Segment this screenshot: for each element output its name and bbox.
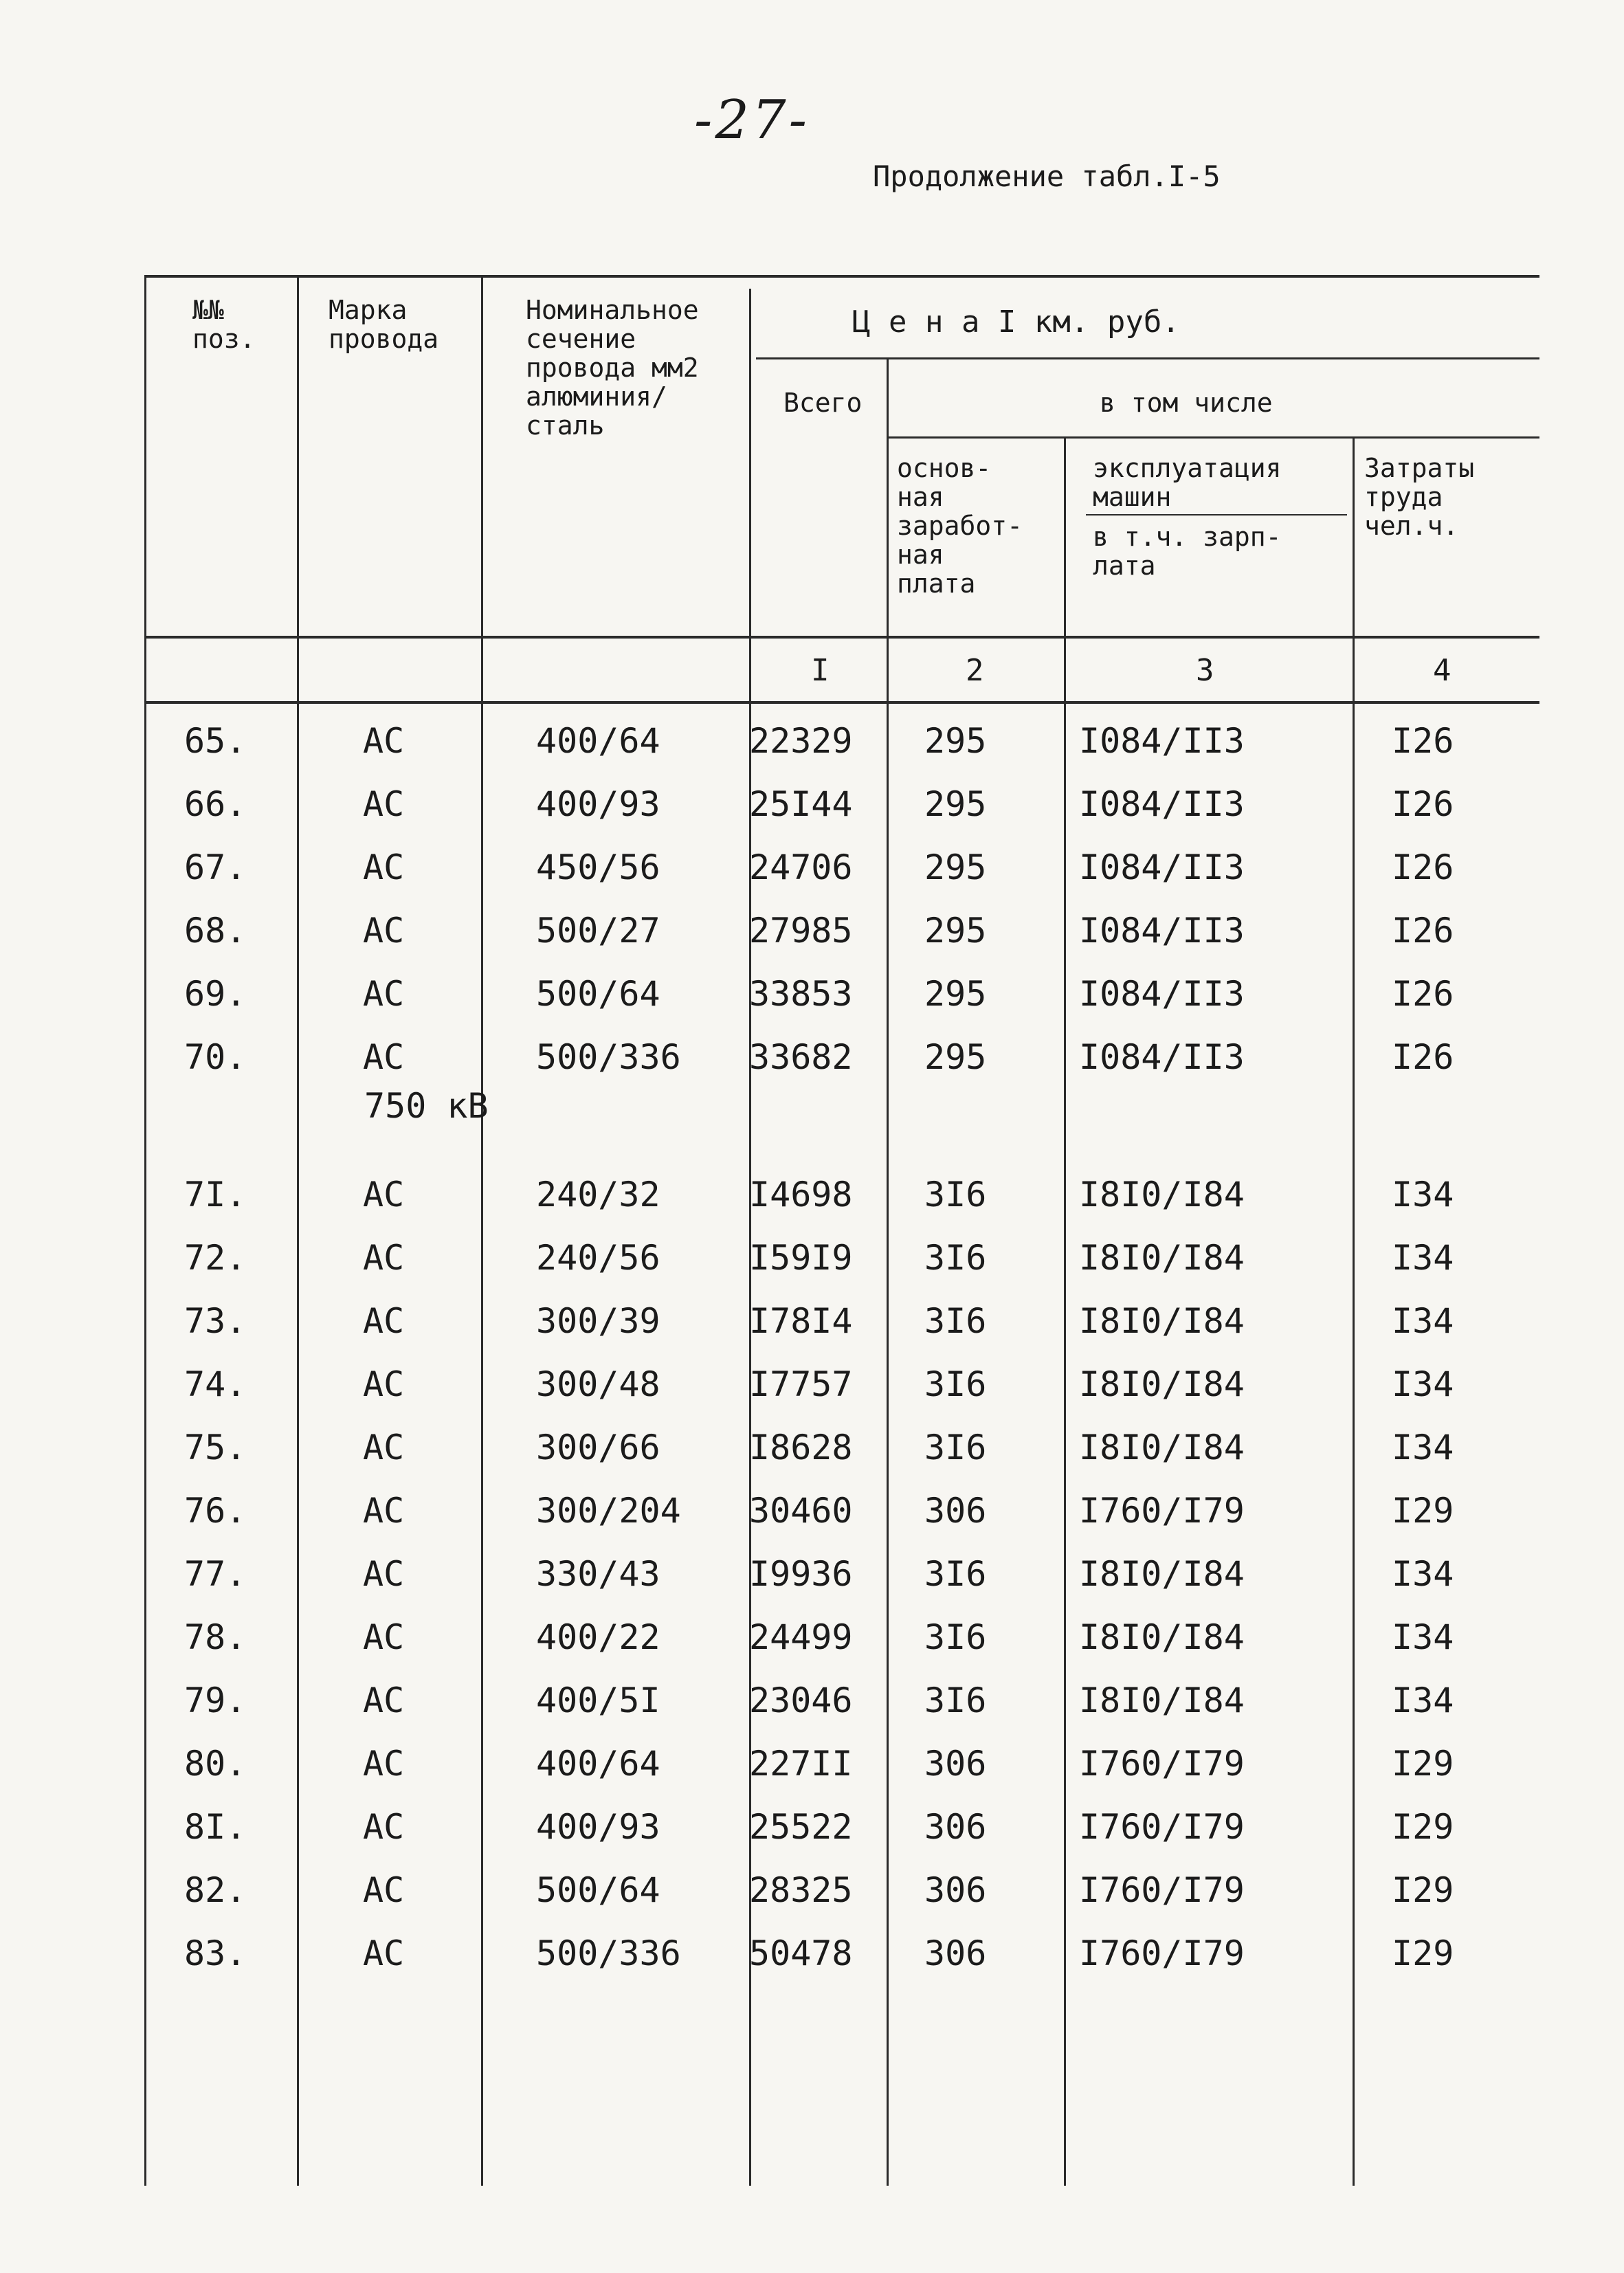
header-machines-wage: в т.ч. зарп- лата — [1093, 522, 1282, 581]
wage-cell: 3I6 — [924, 1617, 987, 1657]
machines-cell: I760/I79 — [1079, 1807, 1245, 1847]
machines-cell: I8I0/I84 — [1079, 1364, 1245, 1404]
column-number: 2 — [966, 653, 984, 688]
column-number: 3 — [1196, 653, 1214, 688]
total-cell: 24499 — [749, 1617, 853, 1657]
pos-cell: 65. — [184, 721, 247, 761]
section-cell: 400/93 — [536, 784, 660, 824]
price-divider — [756, 357, 1539, 359]
wage-cell: 3I6 — [924, 1301, 987, 1341]
wage-cell: 3I6 — [924, 1554, 987, 1594]
brand-cell: АС — [363, 847, 405, 887]
machines-cell: I760/I79 — [1079, 1933, 1245, 1973]
total-cell: I9936 — [749, 1554, 853, 1594]
labor-cell: I34 — [1392, 1175, 1454, 1215]
pos-cell: 82. — [184, 1870, 247, 1910]
labor-cell: I26 — [1392, 847, 1454, 887]
table-row — [0, 1871, 1624, 1909]
section-cell: 450/56 — [536, 847, 660, 887]
header-including: в том числе — [1100, 388, 1273, 418]
pos-cell: 80. — [184, 1744, 247, 1784]
machines-cell: I084/II3 — [1079, 911, 1245, 951]
column-number: I — [811, 653, 830, 688]
machines-cell: I8I0/I84 — [1079, 1554, 1245, 1594]
total-cell: I4698 — [749, 1175, 853, 1215]
machines-cell: I084/II3 — [1079, 721, 1245, 761]
machines-cell: I8I0/I84 — [1079, 1301, 1245, 1341]
section-cell: 500/336 — [536, 1037, 681, 1077]
pos-cell: 72. — [184, 1238, 247, 1278]
total-cell: 30460 — [749, 1491, 853, 1531]
total-cell: I7757 — [749, 1364, 853, 1404]
section-cell: 330/43 — [536, 1554, 660, 1594]
labor-cell: I26 — [1392, 974, 1454, 1014]
wage-cell: 306 — [924, 1933, 987, 1973]
table-row — [0, 1428, 1624, 1467]
section-cell: 400/64 — [536, 1744, 660, 1784]
table-row — [0, 1555, 1624, 1593]
brand-cell: АС — [363, 1933, 405, 1973]
brand-cell: АС — [363, 784, 405, 824]
brand-cell: АС — [363, 1554, 405, 1594]
table-row — [0, 1175, 1624, 1214]
section-cell: 300/204 — [536, 1491, 681, 1531]
section-cell: 400/5I — [536, 1681, 660, 1720]
pos-cell: 73. — [184, 1301, 247, 1341]
machines-cell: I8I0/I84 — [1079, 1428, 1245, 1467]
labor-cell: I29 — [1392, 1933, 1454, 1973]
brand-cell: АС — [363, 1617, 405, 1657]
labor-cell: I26 — [1392, 1037, 1454, 1077]
brand-cell: АС — [363, 1037, 405, 1077]
pos-cell: 8I. — [184, 1807, 247, 1847]
total-cell: 27985 — [749, 911, 853, 951]
wage-cell: 3I6 — [924, 1364, 987, 1404]
wage-cell: 3I6 — [924, 1681, 987, 1720]
total-cell: 33682 — [749, 1037, 853, 1077]
wage-cell: 295 — [924, 974, 987, 1014]
machines-cell: I084/II3 — [1079, 784, 1245, 824]
brand-cell: АС — [363, 1175, 405, 1215]
table-row — [0, 1618, 1624, 1656]
wage-cell: 295 — [924, 784, 987, 824]
wage-cell: 306 — [924, 1870, 987, 1910]
header-labor: Затраты труда чел.ч. — [1364, 453, 1475, 541]
brand-cell: АС — [363, 1491, 405, 1531]
brand-cell: АС — [363, 721, 405, 761]
brand-cell: АС — [363, 911, 405, 951]
labor-cell: I29 — [1392, 1491, 1454, 1531]
voltage-group-label: 750 кВ — [364, 1086, 489, 1126]
total-cell: 25522 — [749, 1807, 853, 1847]
machines-divider — [1086, 514, 1347, 515]
labor-cell: I34 — [1392, 1681, 1454, 1720]
section-cell: 300/48 — [536, 1364, 660, 1404]
brand-cell: АС — [363, 1238, 405, 1278]
pos-cell: 69. — [184, 974, 247, 1014]
brand-cell: АС — [363, 1681, 405, 1720]
header-pos: №№ поз. — [192, 295, 256, 354]
labor-cell: I34 — [1392, 1364, 1454, 1404]
total-cell: 50478 — [749, 1933, 853, 1973]
labor-cell: I26 — [1392, 784, 1454, 824]
labor-cell: I26 — [1392, 721, 1454, 761]
machines-cell: I760/I79 — [1079, 1491, 1245, 1531]
machines-cell: I8I0/I84 — [1079, 1175, 1245, 1215]
section-cell: 500/64 — [536, 1870, 660, 1910]
pos-cell: 78. — [184, 1617, 247, 1657]
labor-cell: I34 — [1392, 1428, 1454, 1467]
total-cell: I59I9 — [749, 1238, 853, 1278]
table-row — [0, 1681, 1624, 1720]
section-cell: 400/22 — [536, 1617, 660, 1657]
section-cell: 500/27 — [536, 911, 660, 951]
brand-cell: АС — [363, 1428, 405, 1467]
table-row — [0, 848, 1624, 887]
table-row — [0, 1302, 1624, 1340]
pos-cell: 75. — [184, 1428, 247, 1467]
section-cell: 400/64 — [536, 721, 660, 761]
pos-cell: 66. — [184, 784, 247, 824]
total-cell: I78I4 — [749, 1301, 853, 1341]
labor-cell: I29 — [1392, 1807, 1454, 1847]
wage-cell: 295 — [924, 911, 987, 951]
labor-cell: I34 — [1392, 1238, 1454, 1278]
section-cell: 300/39 — [536, 1301, 660, 1341]
machines-cell: I084/II3 — [1079, 974, 1245, 1014]
labor-cell: I34 — [1392, 1554, 1454, 1594]
wage-cell: 306 — [924, 1491, 987, 1531]
header-total: Всего — [783, 388, 863, 418]
table-row — [0, 785, 1624, 823]
column-number: 4 — [1433, 653, 1451, 688]
wage-cell: 306 — [924, 1744, 987, 1784]
machines-cell: I8I0/I84 — [1079, 1617, 1245, 1657]
table-row — [0, 1365, 1624, 1404]
wage-cell: 3I6 — [924, 1428, 987, 1467]
table-row — [0, 1808, 1624, 1846]
total-cell: 22329 — [749, 721, 853, 761]
pos-cell: 67. — [184, 847, 247, 887]
colnum-bottom-line — [144, 701, 1539, 704]
pos-cell: 77. — [184, 1554, 247, 1594]
section-cell: 240/32 — [536, 1175, 660, 1215]
total-cell: 24706 — [749, 847, 853, 887]
table-continuation-title: Продолжение табл.I-5 — [873, 159, 1221, 193]
header-price: Ц е н а I км. руб. — [852, 304, 1180, 340]
total-cell: I8628 — [749, 1428, 853, 1467]
table-row — [0, 722, 1624, 760]
wage-cell: 295 — [924, 721, 987, 761]
labor-cell: I29 — [1392, 1870, 1454, 1910]
brand-cell: АС — [363, 1744, 405, 1784]
header-bottom-line — [144, 636, 1539, 639]
brand-cell: АС — [363, 974, 405, 1014]
page-number: -27- — [694, 89, 810, 151]
labor-cell: I29 — [1392, 1744, 1454, 1784]
pos-cell: 79. — [184, 1681, 247, 1720]
header-brand: Марка провода — [329, 295, 439, 354]
section-cell: 500/64 — [536, 974, 660, 1014]
top-border — [144, 275, 1539, 278]
table-row — [0, 1744, 1624, 1783]
pos-cell: 83. — [184, 1933, 247, 1973]
total-cell: 28325 — [749, 1870, 853, 1910]
total-cell: 25I44 — [749, 784, 853, 824]
table-row — [0, 1934, 1624, 1973]
total-cell: 23046 — [749, 1681, 853, 1720]
section-cell: 240/56 — [536, 1238, 660, 1278]
total-cell: 227II — [749, 1744, 853, 1784]
labor-cell: I34 — [1392, 1617, 1454, 1657]
machines-cell: I084/II3 — [1079, 847, 1245, 887]
table-row — [0, 911, 1624, 950]
table-row — [0, 1492, 1624, 1530]
machines-cell: I8I0/I84 — [1079, 1238, 1245, 1278]
pos-cell: 68. — [184, 911, 247, 951]
machines-cell: I8I0/I84 — [1079, 1681, 1245, 1720]
table-row — [0, 1239, 1624, 1277]
header-section: Номинальное сечение провода мм2 алюминия/ сталь — [526, 295, 699, 441]
wage-cell: 3I6 — [924, 1238, 987, 1278]
pos-cell: 7I. — [184, 1175, 247, 1215]
labor-cell: I26 — [1392, 911, 1454, 951]
brand-cell: АС — [363, 1301, 405, 1341]
machines-cell: I760/I79 — [1079, 1870, 1245, 1910]
pos-cell: 70. — [184, 1037, 247, 1077]
section-cell: 500/336 — [536, 1933, 681, 1973]
wage-cell: 3I6 — [924, 1175, 987, 1215]
pos-cell: 74. — [184, 1364, 247, 1404]
wage-cell: 295 — [924, 847, 987, 887]
total-cell: 33853 — [749, 974, 853, 1014]
section-cell: 400/93 — [536, 1807, 660, 1847]
labor-cell: I34 — [1392, 1301, 1454, 1341]
including-divider — [887, 436, 1539, 439]
header-machines: эксплуатация машин — [1093, 453, 1282, 512]
brand-cell: АС — [363, 1870, 405, 1910]
header-wage: основ- ная заработ- ная плата — [897, 453, 1023, 599]
section-cell: 300/66 — [536, 1428, 660, 1467]
wage-cell: 306 — [924, 1807, 987, 1847]
brand-cell: АС — [363, 1807, 405, 1847]
wage-cell: 295 — [924, 1037, 987, 1077]
brand-cell: АС — [363, 1364, 405, 1404]
machines-cell: I760/I79 — [1079, 1744, 1245, 1784]
pos-cell: 76. — [184, 1491, 247, 1531]
table-row — [0, 1038, 1624, 1076]
machines-cell: I084/II3 — [1079, 1037, 1245, 1077]
table-row — [0, 975, 1624, 1013]
